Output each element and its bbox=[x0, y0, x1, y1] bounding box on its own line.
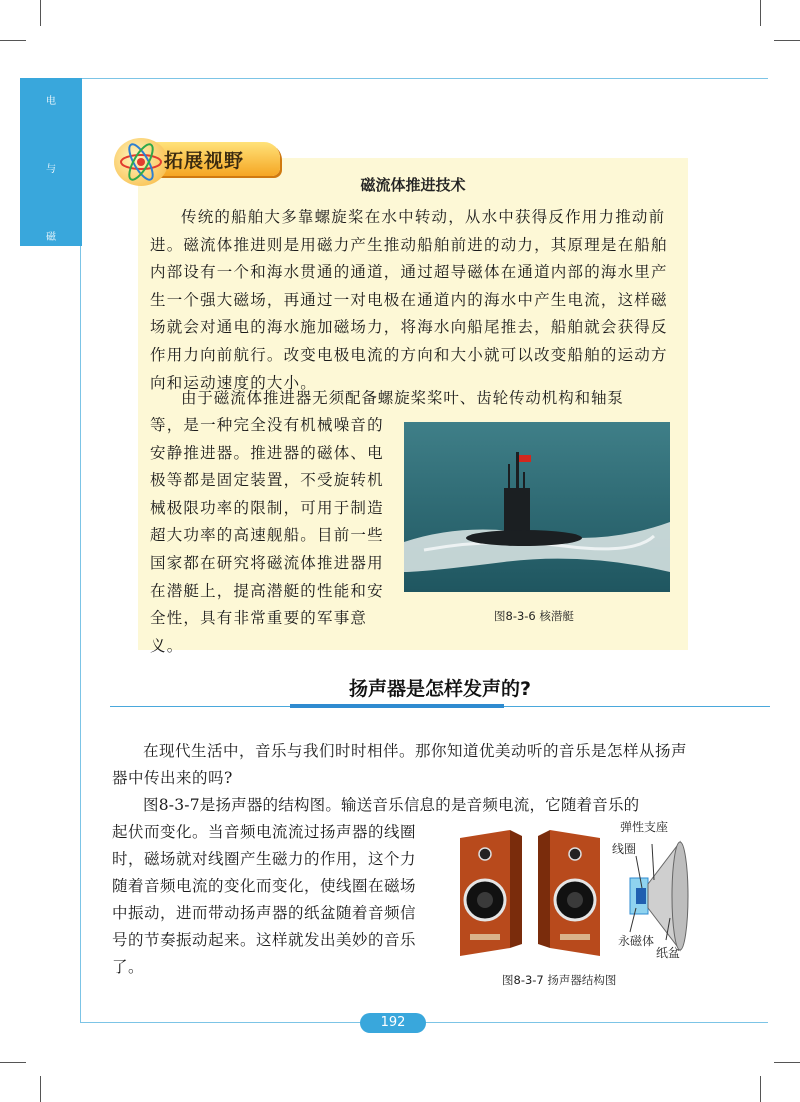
page-number: 192 bbox=[360, 1013, 426, 1033]
section-underline bbox=[290, 704, 504, 708]
crop-mark bbox=[40, 1076, 41, 1102]
body-paragraph-wrap: 起伏而变化。当音频电流流过扬声器的线圈时，磁场就对线圈产生磁力的作用，这个力随着音频电流的变化而变化，使线圈在磁场中振动，进而带动扬声器的纸盆随着音频信号的节奏振动起来。这样就发出美妙的音乐了。 bbox=[112, 823, 417, 976]
label-elastic-support: 弹性支座 bbox=[620, 820, 669, 834]
submarine-photo bbox=[404, 422, 670, 592]
crop-mark bbox=[760, 0, 761, 26]
figure-caption: 图8-3-7 扬声器结构图 bbox=[502, 973, 617, 987]
box-paragraph-lead: 由于磁流体推进器无须配备螺旋桨桨叶、齿轮传动机构和轴泵 bbox=[181, 389, 624, 407]
margin-rule bbox=[80, 246, 81, 1023]
badge-label: 拓展视野 bbox=[164, 150, 245, 172]
box-paragraph: 传统的船舶大多靠螺旋桨在水中转动，从水中获得反作用力推动前进。磁流体推进则是用磁力产生推动船舶前进的动力，其原理是在船舶内部设有一个和海水贯通的通道，通过超导磁体在通道内部的海水里产生一个强大磁场，再通过一对电极在通道内的海水中产生电流，这样磁场就会对通电的海水施加磁场力，将海水向船尾推去，船舶就会获得反作用力向前航行。改变电极电流的方向和大小就可以改变船舶的运动方向和运动速度的大小。 bbox=[150, 208, 668, 392]
crop-mark bbox=[774, 1062, 800, 1063]
box-title: 磁流体推进技术 bbox=[360, 176, 466, 194]
crop-mark bbox=[0, 1062, 26, 1063]
label-magnet: 永磁体 bbox=[618, 934, 655, 948]
crop-mark bbox=[760, 1076, 761, 1102]
body-paragraph-lead: 图8-3-7是扬声器的结构图。输送音乐信息的是音频电流，它随着音乐的 bbox=[143, 796, 640, 814]
crop-mark bbox=[40, 0, 41, 26]
label-coil: 线圈 bbox=[612, 842, 637, 856]
body-paragraph: 在现代生活中，音乐与我们时时相伴。那你知道优美动听的音乐是怎样从扬声器中传出来的吗? bbox=[112, 742, 688, 787]
side-tab-char: 与 bbox=[46, 164, 56, 175]
header-rule bbox=[20, 78, 768, 79]
label-cone: 纸盆 bbox=[656, 946, 681, 960]
figure-caption: 图8-3-6 核潜艇 bbox=[494, 609, 574, 623]
crop-mark bbox=[774, 40, 800, 41]
chapter-side-tab bbox=[20, 78, 82, 246]
side-tab-char: 电 bbox=[46, 96, 56, 107]
crop-mark bbox=[0, 40, 26, 41]
box-paragraph-wrap: 等，是一种完全没有机械噪音的安静推进器。推进器的磁体、电极等都是固定装置，不受旋转机械极限功率的限制，可用于制造超大功率的高速舰船。目前一些国家都在研究将磁流体推进器用在潜艇上，提高潜艇的性能和安全性，具有非常重要的军事意义。 bbox=[150, 416, 384, 655]
section-title: 扬声器是怎样发声的? bbox=[348, 678, 532, 700]
side-tab-char: 磁 bbox=[46, 232, 56, 243]
